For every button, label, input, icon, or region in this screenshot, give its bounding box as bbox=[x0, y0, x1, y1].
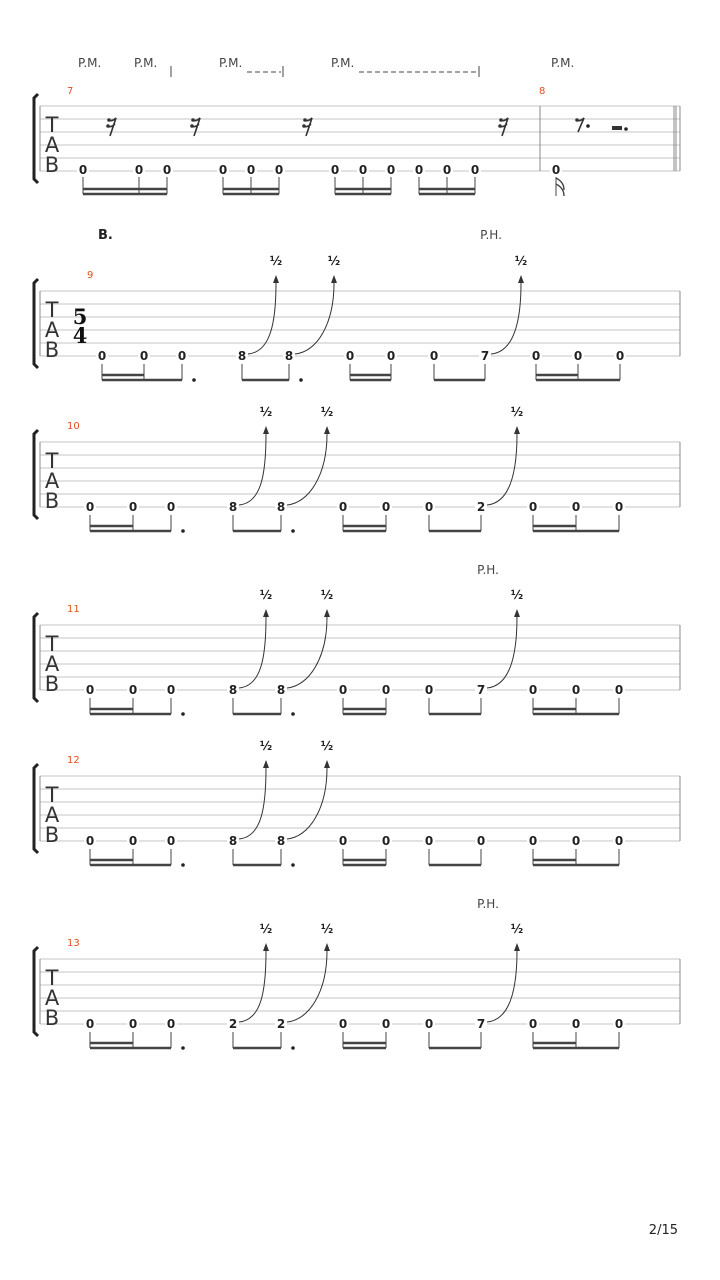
fret-number: 8 bbox=[276, 834, 286, 848]
measure-number: 11 bbox=[67, 604, 80, 615]
time-signature-top: 5 bbox=[72, 304, 88, 329]
fret-number: 0 bbox=[330, 163, 340, 177]
tab-clef-b: B bbox=[44, 338, 60, 362]
fret-number: 0 bbox=[338, 834, 348, 848]
fret-number: 0 bbox=[246, 163, 256, 177]
section-label: B. bbox=[98, 228, 113, 243]
measure-number: 7 bbox=[67, 86, 74, 97]
tab-clef-a: A bbox=[44, 986, 60, 1010]
rest-flag-dot bbox=[303, 118, 307, 122]
fret-number: 0 bbox=[162, 163, 172, 177]
measure-number: 8 bbox=[539, 86, 546, 97]
fret-number: 0 bbox=[381, 683, 391, 697]
rhythm-dot bbox=[291, 712, 295, 716]
fret-number: 0 bbox=[139, 349, 149, 363]
tab-clef-a: A bbox=[44, 803, 60, 827]
fret-number: 0 bbox=[615, 349, 625, 363]
bend-label: ½ bbox=[320, 405, 334, 419]
rhythm-dot bbox=[181, 712, 185, 716]
fret-number: 0 bbox=[85, 1017, 95, 1031]
fret-number: 8 bbox=[284, 349, 294, 363]
fret-number: 0 bbox=[476, 834, 486, 848]
fret-number: 0 bbox=[614, 500, 624, 514]
fret-number: 0 bbox=[442, 163, 452, 177]
rest-flag-dot bbox=[106, 124, 110, 128]
system-bracket bbox=[34, 764, 38, 853]
pinch-harmonic-label: P.H. bbox=[477, 563, 499, 577]
bend-arrowhead bbox=[518, 275, 524, 283]
measure-number: 12 bbox=[67, 755, 80, 766]
palm-mute-label: P.M. bbox=[551, 56, 575, 70]
fret-number: 7 bbox=[476, 683, 486, 697]
system-bracket bbox=[34, 94, 38, 183]
fret-number: 0 bbox=[358, 163, 368, 177]
fret-number: 0 bbox=[128, 500, 138, 514]
bend-label: ½ bbox=[514, 254, 528, 268]
rhythm-dot bbox=[586, 124, 590, 128]
fret-number: 0 bbox=[381, 1017, 391, 1031]
fret-number: 0 bbox=[386, 163, 396, 177]
tab-clef-a: A bbox=[44, 652, 60, 676]
fret-number: 0 bbox=[551, 163, 561, 177]
tab-clef-t: T bbox=[45, 298, 59, 322]
bend-arrowhead bbox=[263, 609, 269, 617]
tab-clef-a: A bbox=[44, 318, 60, 342]
rest-flag-dot bbox=[575, 118, 579, 122]
rhythm-dot bbox=[181, 1046, 185, 1050]
rhythm-dot bbox=[181, 863, 185, 867]
bend-arrowhead bbox=[514, 943, 520, 951]
fret-number: 0 bbox=[571, 683, 581, 697]
note-flag bbox=[556, 178, 564, 196]
fret-number: 2 bbox=[276, 1017, 286, 1031]
fret-number: 0 bbox=[414, 163, 424, 177]
bend-label: ½ bbox=[259, 588, 273, 602]
bend-arrowhead bbox=[263, 943, 269, 951]
fret-number: 0 bbox=[381, 834, 391, 848]
bend-label: ½ bbox=[259, 922, 273, 936]
fret-number: 0 bbox=[345, 349, 355, 363]
staff-lines bbox=[40, 106, 680, 1024]
fret-number: 8 bbox=[228, 834, 238, 848]
fret-number: 0 bbox=[97, 349, 107, 363]
bend-label: ½ bbox=[510, 922, 524, 936]
fret-number: 0 bbox=[128, 683, 138, 697]
rhythm-dot bbox=[192, 378, 196, 382]
notation-marks bbox=[34, 56, 680, 1050]
bend-label: ½ bbox=[327, 254, 341, 268]
fret-number: 8 bbox=[237, 349, 247, 363]
measure-number: 10 bbox=[67, 421, 80, 432]
fret-number: 0 bbox=[614, 1017, 624, 1031]
half-rest bbox=[612, 126, 622, 130]
bend-arrowhead bbox=[263, 760, 269, 768]
bend-label: ½ bbox=[259, 739, 273, 753]
system-bracket bbox=[34, 613, 38, 702]
tab-clef-b: B bbox=[44, 823, 60, 847]
fret-number: 0 bbox=[571, 500, 581, 514]
fret-number: 0 bbox=[424, 834, 434, 848]
fret-number: 0 bbox=[528, 500, 538, 514]
fret-number: 0 bbox=[85, 500, 95, 514]
bend-label: ½ bbox=[320, 739, 334, 753]
bend-label: ½ bbox=[269, 254, 283, 268]
fret-number: 8 bbox=[276, 500, 286, 514]
fret-number: 0 bbox=[218, 163, 228, 177]
fret-number: 0 bbox=[128, 1017, 138, 1031]
measure-number: 9 bbox=[87, 270, 94, 281]
fret-number: 0 bbox=[386, 349, 396, 363]
fret-number: 8 bbox=[228, 500, 238, 514]
fret-number: 0 bbox=[528, 834, 538, 848]
fret-number: 8 bbox=[228, 683, 238, 697]
pinch-harmonic-label: P.H. bbox=[477, 897, 499, 911]
bend-arrowhead bbox=[324, 760, 330, 768]
fret-number: 0 bbox=[614, 834, 624, 848]
tab-clef-b: B bbox=[44, 489, 60, 513]
bend-label: ½ bbox=[259, 405, 273, 419]
fret-number: 0 bbox=[528, 1017, 538, 1031]
fret-number: 7 bbox=[476, 1017, 486, 1031]
rest-flag-dot bbox=[191, 118, 195, 122]
tab-clef-t: T bbox=[45, 632, 59, 656]
rest-flag-dot bbox=[498, 124, 502, 128]
fret-number: 0 bbox=[166, 834, 176, 848]
tab-clef-b: B bbox=[44, 1006, 60, 1030]
fret-number: 0 bbox=[78, 163, 88, 177]
fret-number: 0 bbox=[274, 163, 284, 177]
fret-number: 0 bbox=[424, 1017, 434, 1031]
system-bracket bbox=[34, 279, 38, 368]
rhythm-dot bbox=[624, 127, 628, 131]
bend-label: ½ bbox=[320, 588, 334, 602]
tab-clef-t: T bbox=[45, 783, 59, 807]
rest-flag-dot bbox=[107, 118, 111, 122]
fret-number: 0 bbox=[134, 163, 144, 177]
fret-number: 0 bbox=[571, 834, 581, 848]
fret-number: 8 bbox=[276, 683, 286, 697]
fret-number: 0 bbox=[85, 834, 95, 848]
system-bracket bbox=[34, 947, 38, 1036]
bend-arrowhead bbox=[324, 426, 330, 434]
time-signature-bottom: 4 bbox=[72, 323, 88, 348]
fret-number: 0 bbox=[424, 683, 434, 697]
tab-clef-b: B bbox=[44, 672, 60, 696]
rhythm-dot bbox=[181, 529, 185, 533]
fret-number: 0 bbox=[614, 683, 624, 697]
fret-number: 0 bbox=[531, 349, 541, 363]
rest-flag-dot bbox=[190, 124, 194, 128]
fret-number: 7 bbox=[480, 349, 490, 363]
rest-flag-dot bbox=[302, 124, 306, 128]
palm-mute-label: P.M. bbox=[219, 56, 243, 70]
fret-number: 0 bbox=[85, 683, 95, 697]
fret-number: 2 bbox=[228, 1017, 238, 1031]
bend-label: ½ bbox=[510, 588, 524, 602]
fret-number: 0 bbox=[338, 500, 348, 514]
tab-clef-t: T bbox=[45, 449, 59, 473]
fret-number: 0 bbox=[166, 683, 176, 697]
palm-mute-label: P.M. bbox=[134, 56, 158, 70]
fret-number: 0 bbox=[166, 1017, 176, 1031]
fret-number: 0 bbox=[571, 1017, 581, 1031]
rest-flag-dot bbox=[499, 118, 503, 122]
tab-clef-b: B bbox=[44, 153, 60, 177]
bend-arrowhead bbox=[273, 275, 279, 283]
fret-number: 0 bbox=[470, 163, 480, 177]
rhythm-dot bbox=[291, 529, 295, 533]
fret-number: 0 bbox=[177, 349, 187, 363]
page-number: 2/15 bbox=[648, 1223, 678, 1238]
bend-arrowhead bbox=[324, 943, 330, 951]
bend-arrowhead bbox=[263, 426, 269, 434]
fret-number: 0 bbox=[429, 349, 439, 363]
fret-number: 2 bbox=[476, 500, 486, 514]
palm-mute-label: P.M. bbox=[331, 56, 355, 70]
rhythm-dot bbox=[291, 863, 295, 867]
fret-number: 0 bbox=[424, 500, 434, 514]
bend-arrowhead bbox=[331, 275, 337, 283]
pinch-harmonic-label: P.H. bbox=[480, 228, 502, 242]
bend-arrowhead bbox=[514, 609, 520, 617]
fret-number: 0 bbox=[528, 683, 538, 697]
fret-number: 0 bbox=[573, 349, 583, 363]
system-bracket bbox=[34, 430, 38, 519]
fret-number: 0 bbox=[128, 834, 138, 848]
tab-clef-t: T bbox=[45, 966, 59, 990]
rhythm-dot bbox=[299, 378, 303, 382]
palm-mute-label: P.M. bbox=[78, 56, 102, 70]
measure-number: 13 bbox=[67, 938, 80, 949]
tab-clef-a: A bbox=[44, 133, 60, 157]
fret-number: 0 bbox=[338, 1017, 348, 1031]
bend-label: ½ bbox=[320, 922, 334, 936]
fret-number: 0 bbox=[338, 683, 348, 697]
bend-arrowhead bbox=[514, 426, 520, 434]
rhythm-dot bbox=[291, 1046, 295, 1050]
tab-clef-t: T bbox=[45, 113, 59, 137]
fret-number: 0 bbox=[166, 500, 176, 514]
tab-clef-a: A bbox=[44, 469, 60, 493]
bend-label: ½ bbox=[510, 405, 524, 419]
fret-number: 0 bbox=[381, 500, 391, 514]
bend-arrowhead bbox=[324, 609, 330, 617]
